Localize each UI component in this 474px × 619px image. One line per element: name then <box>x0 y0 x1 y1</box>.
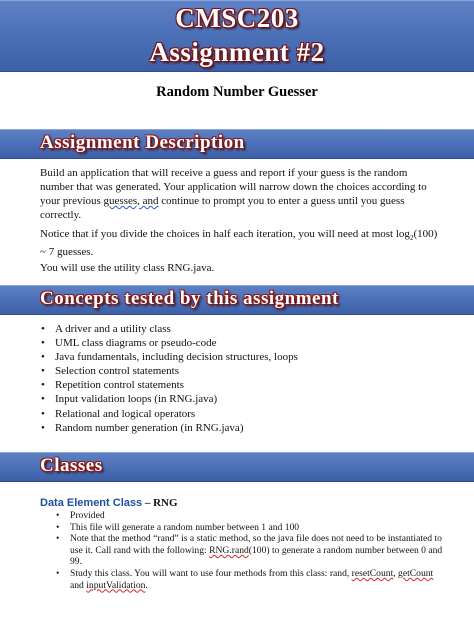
section-banner-classes <box>0 452 474 482</box>
document-title-line1: CMSC203 <box>175 3 299 33</box>
list-item: • Note that the method “rand” is a static method, so the java file does not need to be instantiated to use it. Call rand with the following: RNG.rand(100) to generate a random number between 0 and 99. <box>56 533 443 568</box>
list-item: • Input validation loops (in RNG.java) <box>41 393 218 406</box>
bullet-icon: • <box>41 323 45 335</box>
spellcheck-flagged-text: RNG.rand <box>209 544 249 556</box>
list-item: • Repetition control statements <box>41 379 184 392</box>
class-heading-separator: – <box>142 497 154 509</box>
document-title-line2: Assignment #2 <box>149 37 325 67</box>
document-subtitle: Random Number Guesser <box>156 84 318 100</box>
grammar-flagged-text: guesses, and <box>103 195 159 207</box>
description-paragraph-2 <box>40 227 440 259</box>
bullet-icon: • <box>56 533 60 545</box>
list-item: • Selection control statements <box>41 365 180 378</box>
para2-text-b: (100) ~ 7 guesses. <box>40 228 438 259</box>
class-heading <box>40 497 178 509</box>
spellcheck-flagged-text: getCount <box>398 567 434 579</box>
bullet-icon: • <box>41 407 45 420</box>
section-title-classes: Classes <box>40 455 103 476</box>
bullet-icon: • <box>56 510 60 521</box>
section-title-description: Assignment Description <box>40 132 245 153</box>
spellcheck-flagged-text: inputValidation <box>86 579 146 591</box>
spellcheck-flagged-text: resetCount <box>351 567 394 579</box>
list-item: • Java fundamentals, including decision structures, loops <box>41 351 298 364</box>
section-banner-description <box>0 129 474 159</box>
description-paragraph-3: You will use the utility class RNG.java. <box>40 262 215 274</box>
para1-text-b: continue to prompt you to enter a guess until you guess correctly. <box>40 195 405 221</box>
bullet-icon: • <box>41 365 45 378</box>
bullet-icon: • <box>56 521 60 533</box>
list-item: • Study this class. You will want to use four methods from this class: rand, resetCount, getCount and inputValidation. <box>56 567 434 591</box>
section-banner-concepts <box>0 285 474 315</box>
bullet-icon: • <box>41 421 45 434</box>
description-paragraph-1 <box>40 166 440 222</box>
title-banner <box>0 0 474 72</box>
list-item: • Relational and logical operators <box>41 407 196 420</box>
list-item: • This file will generate a random number between 1 and 100 <box>56 521 300 533</box>
section-title-concepts: Concepts tested by this assignment <box>40 288 339 309</box>
class-heading-label: Data Element Class <box>40 497 143 509</box>
class-heading-name: RNG <box>153 497 178 509</box>
concepts-list <box>40 322 440 435</box>
bullet-icon: • <box>41 393 45 406</box>
list-item: • Provided <box>56 510 105 521</box>
bullet-icon: • <box>41 351 45 364</box>
bullet-icon: • <box>41 337 45 350</box>
bullet-icon: • <box>41 379 45 392</box>
bullet-icon: • <box>56 567 60 579</box>
list-item: • Random number generation (in RNG.java) <box>41 421 244 434</box>
class-details-list <box>56 510 446 591</box>
log-base-subscript: 2 <box>409 234 414 243</box>
list-item: • A driver and a utility class <box>41 323 171 335</box>
para1-text-a: Build an application that will receive a guess and report if your guess is the random number that was generated. Your application will narrow down the choices according to your previous <box>40 167 427 207</box>
para2-text-a: Notice that if you divide the choices in half each iteration, you will need at most log <box>40 228 410 240</box>
list-item: • UML class diagrams or pseudo-code <box>41 337 217 350</box>
